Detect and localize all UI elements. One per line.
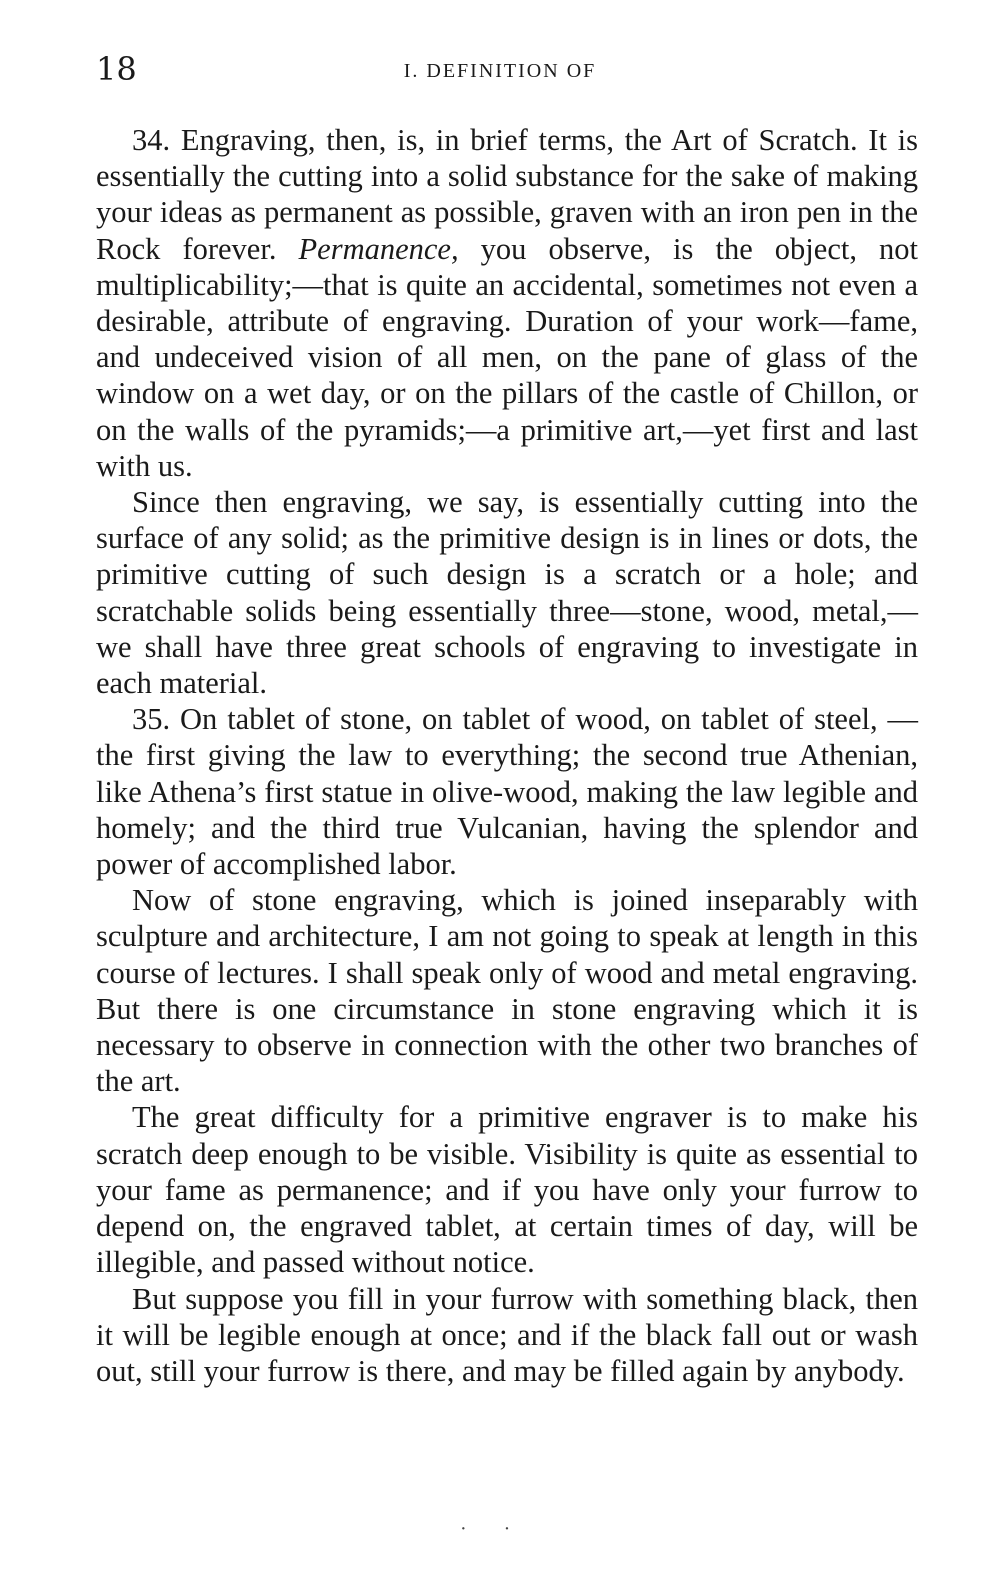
- paragraph-34-text-start: 34. Engraving, then, is, in brief terms, the Art of Scratch. It is essentially the cutting into a solid substance for the sake of making your ideas as permanent as possible, graven with an iron pen in the Rock forever.: [96, 123, 918, 266]
- emphasis-permanence: Permanence,: [298, 231, 459, 266]
- body-text: [96, 122, 918, 1389]
- printer-specks: · ·: [460, 1518, 527, 1540]
- paragraph: But suppose you fill in your furrow with something black, then it will be legible enough at once; and if the black fall out or wash out, still your furrow is there, and may be filled again by anybody.: [96, 1281, 918, 1388]
- running-title: I. DEFINITION OF: [403, 60, 597, 82]
- page-number: 18: [96, 50, 137, 88]
- paragraph: Since then engraving, we say, is essentially cutting into the surface of any solid; as the primitive design is in lines or dots, the primitive cutting of such design is a scratch or a hole; and scratchable solids being essentially three—stone, wood, metal,—we shall have three great schools of engraving to investigate in each material.: [96, 485, 918, 701]
- paragraph-34-text-end: you observe, is the object, not multiplicability;—that is quite an accidental, sometimes not even a desirable, attribute of engraving. Duration of your work—fame, and undeceived vision of all men, on the pane of glass of the window on a wet day, or on the pillars of the castle of Chillon, or on the walls of the pyramids;—a primitive art,—yet first and last with us.: [96, 231, 919, 483]
- paragraph: Now of stone engraving, which is joined inseparably with sculpture and architecture, I am not going to speak at length in this course of lectures. I shall speak only of wood and metal engraving. But there is one circumstance in stone engraving which it is necessary to observe in connection with the other two branches of the art.: [96, 883, 918, 1099]
- paragraph: The great difficulty for a primitive engraver is to make his scratch deep enough to be visible. Visibility is quite as essential to your fame as permanence; and if you have only your furrow to depend on, the engraved tablet, at certain times of day, will be illegible, and passed without notice.: [96, 1100, 918, 1280]
- paragraph-35: 35. On tablet of stone, on tablet of wood, on tablet of steel, —the first giving the law to everything; the second true Athenian, like Athena’s first statue in olive-wood, making the law legible and homely; and the third true Vulcanian, having the splendor and power of accomplished labor.: [96, 702, 918, 882]
- paragraph-34: [96, 122, 918, 484]
